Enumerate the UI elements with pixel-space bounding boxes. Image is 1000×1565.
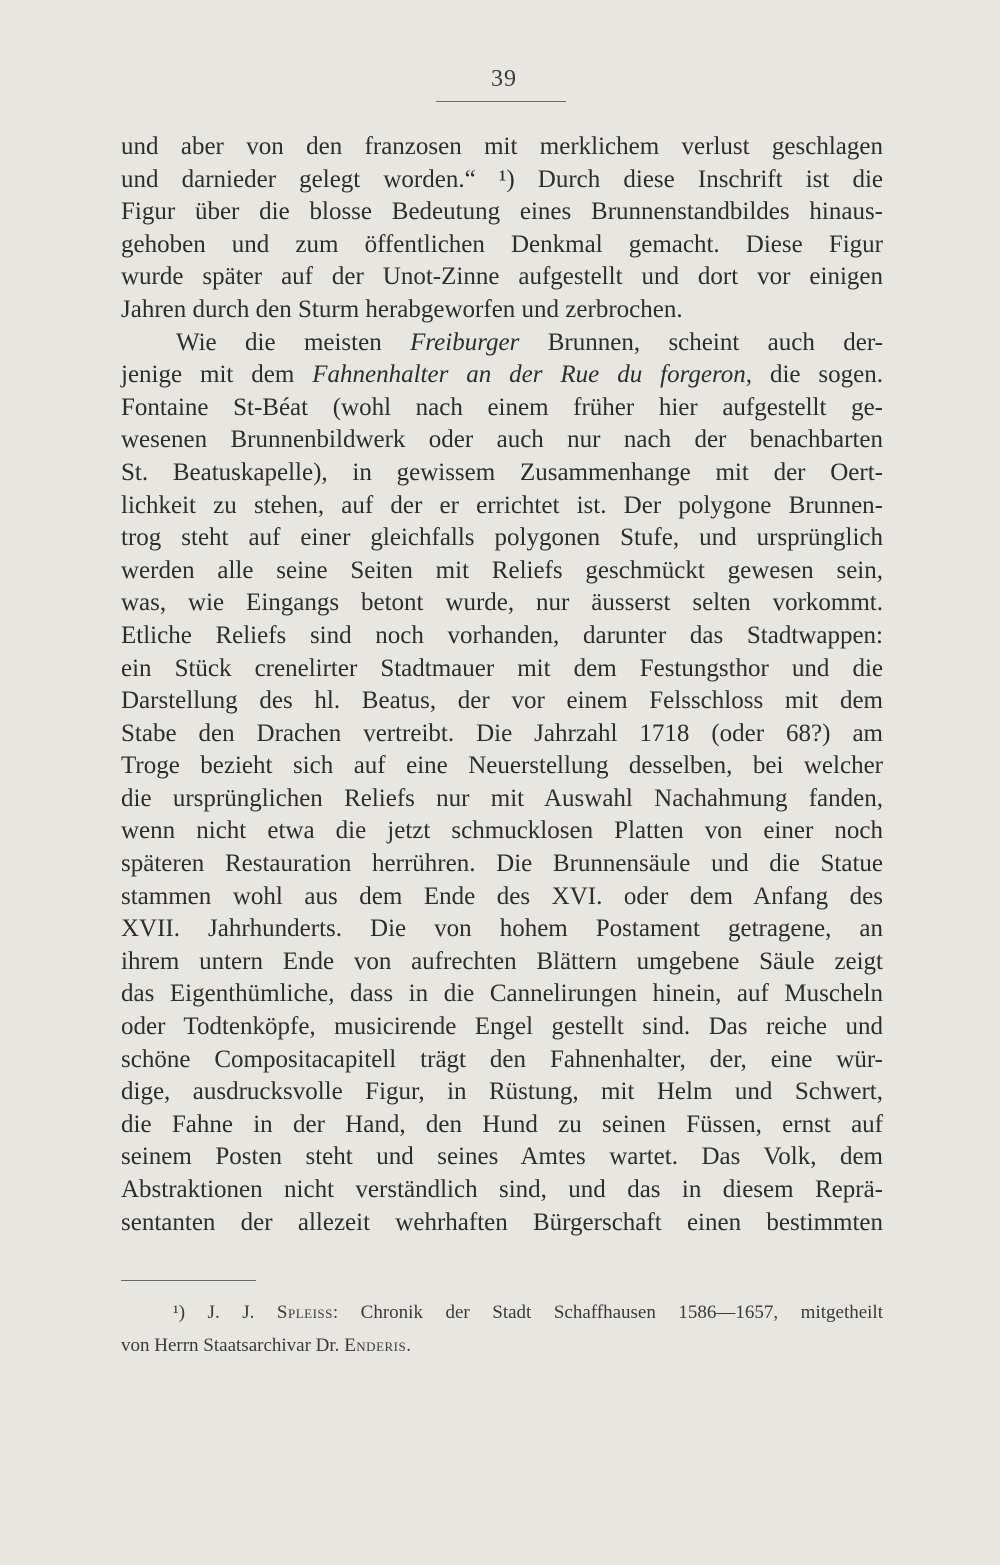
- text-line: gehoben und zum öffentlichen Denkmal gemacht. Diese Figur: [121, 230, 883, 258]
- text-line: was, wie Eingangs betont wurde, nur äusserst selten vorkommt.: [121, 589, 883, 617]
- text-line: Stabe den Drachen vertreibt. Die Jahrzahl 1718 (oder 68?) am: [121, 719, 883, 747]
- text-line: Figur über die blosse Bedeutung eines Brunnenstandbildes hinaus-: [121, 198, 883, 226]
- text-line: Etliche Reliefs sind noch vorhanden, darunter das Stadtwappen:: [121, 621, 883, 649]
- text-line: die ursprünglichen Reliefs nur mit Auswahl Nachahmung fanden,: [121, 784, 883, 812]
- italic-place-name: Freiburger: [410, 328, 520, 356]
- footnote-line: [121, 1296, 883, 1329]
- text-run: die sogen.: [752, 361, 883, 389]
- text-line: späteren Restauration herrühren. Die Brunnensäule und die Statue: [121, 850, 883, 878]
- text-line: die Fahne in der Hand, den Hund zu seinen Füssen, ernst auf: [121, 1110, 883, 1138]
- text-line: Abstraktionen nicht verständlich sind, und das in diesem Reprä-: [121, 1176, 883, 1203]
- text-run: .: [406, 1335, 411, 1356]
- text-line: trog steht auf einer gleichfalls polygonen Stufe, und ursprünglich: [121, 524, 883, 552]
- text-line: und aber von den franzosen mit merklichem verlust geschlagen: [121, 133, 883, 160]
- text-line: ein Stück crenelirter Stadtmauer mit dem Festungsthor und die: [121, 654, 883, 682]
- text-line: stammen wohl aus dem Ende des XVI. oder dem Anfang des: [121, 882, 883, 910]
- text-line: und darnieder gelegt worden.“ ¹) Durch diese Inschrift ist die: [121, 165, 883, 193]
- text-line: seinem Posten steht und seines Amtes wartet. Das Volk, dem: [121, 1143, 883, 1171]
- text-run: jenige mit dem: [121, 361, 313, 389]
- author-name: Spleiss: [276, 1302, 333, 1323]
- text-line: [121, 359, 883, 392]
- footnote: [121, 1296, 883, 1362]
- text-run: : Chronik der Stadt Schaffhausen 1586—1657, mitgetheilt: [332, 1302, 883, 1323]
- header-rule: [436, 101, 566, 102]
- footnote-line: [121, 1329, 883, 1362]
- text-line: oder Todtenköpfe, musicirende Engel gestellt sind. Das reiche und: [121, 1013, 883, 1041]
- text-line: [121, 327, 883, 360]
- text-line: werden alle seine Seiten mit Reliefs geschmückt gewesen sein,: [121, 556, 883, 584]
- text-line: ihrem untern Ende von aufrechten Blättern umgebene Säule zeigt: [121, 947, 883, 975]
- text-line: Jahren durch den Sturm herabgeworfen und zerbrochen.: [121, 295, 683, 323]
- person-name: Enderis: [344, 1335, 407, 1356]
- text-line: wesenen Brunnenbildwerk oder auch nur nach der benachbarten: [121, 426, 883, 454]
- text-line: Troge bezieht sich auf eine Neuerstellung desselben, bei welcher: [121, 752, 883, 780]
- text-run: von Herrn Staatsarchivar Dr.: [121, 1335, 345, 1356]
- text-run: Brunnen, scheint auch der-: [519, 328, 883, 356]
- text-line: Darstellung des hl. Beatus, der vor einem Felsschloss mit dem: [121, 687, 883, 715]
- page-number: 39: [491, 66, 517, 92]
- text-line: dige, ausdrucksvolle Figur, in Rüstung, mit Helm und Schwert,: [121, 1078, 883, 1106]
- footnote-rule: [121, 1280, 256, 1281]
- text-run: J. J.: [185, 1302, 277, 1323]
- main-text: [121, 131, 883, 1239]
- text-line: das Eigenthümliche, dass in die Cannelirungen hinein, auf Muscheln: [121, 980, 883, 1008]
- text-line: wurde später auf der Unot-Zinne aufgestellt und dort vor einigen: [121, 263, 883, 291]
- text-line: sentanten der allezeit wehrhaften Bürgerschaft einen bestimmten: [121, 1208, 883, 1236]
- italic-fountain-name: Fahnenhalter an der Rue du forgeron,: [312, 361, 753, 389]
- text-line: XVII. Jahrhunderts. Die von hohem Postament getragene, an: [121, 915, 883, 943]
- text-run: Wie die meisten: [176, 328, 411, 356]
- text-line: schöne Compositacapitell trägt den Fahnenhalter, der, eine wür-: [121, 1045, 883, 1073]
- footnote-marker: ¹): [173, 1302, 186, 1323]
- text-line: lichkeit zu stehen, auf der er errichtet ist. Der polygone Brunnen-: [121, 491, 883, 519]
- text-line: St. Beatuskapelle), in gewissem Zusammenhange mit der Oert-: [121, 458, 883, 486]
- text-line: wenn nicht etwa die jetzt schmucklosen Platten von einer noch: [121, 817, 883, 845]
- text-line: Fontaine St-Béat (wohl nach einem früher hier aufgestellt ge-: [121, 393, 883, 421]
